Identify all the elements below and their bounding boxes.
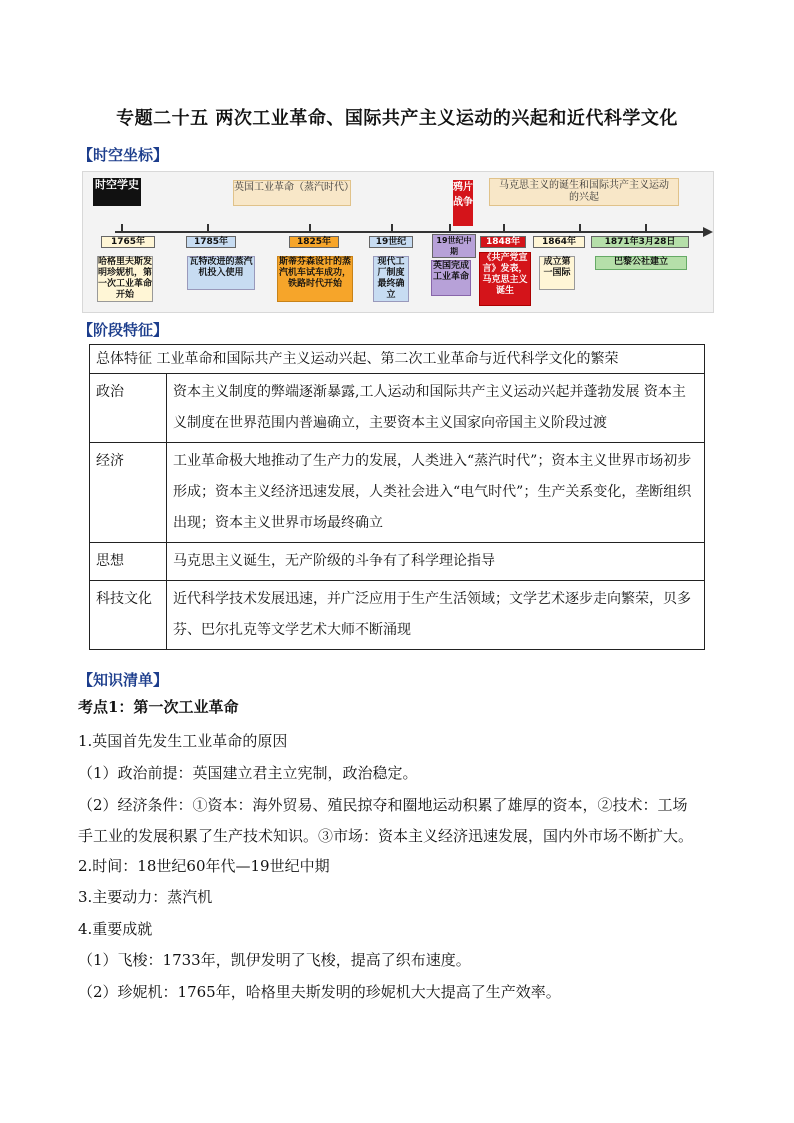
- year-1825: 1825年: [289, 236, 339, 248]
- event-first-international: 成立第一国际: [539, 256, 575, 290]
- event-paris-commune: 巴黎公社建立: [595, 256, 687, 270]
- table-row: [90, 543, 705, 581]
- table-row: [90, 581, 705, 650]
- opium-war-marker: 鸦片战争: [453, 180, 473, 226]
- row-key-sci-culture: 科技文化: [90, 581, 167, 650]
- knowledge-line: 手工业的发展积累了生产技术知识。③市场：资本主义经济迅速发展，国内外市场不断扩大。: [78, 827, 694, 845]
- axis-tick: [309, 224, 311, 232]
- overall-key: 总体特征: [96, 351, 152, 367]
- axis-tick: [391, 224, 393, 232]
- stage-features-table: [89, 344, 705, 650]
- axis-tick: [503, 224, 505, 232]
- point-heading: 考点1：第一次工业革命: [78, 698, 239, 716]
- event-locomotive: 斯蒂芬森设计的蒸汽机车试车成功，铁路时代开始: [277, 256, 353, 302]
- axis-tick: [207, 224, 209, 232]
- timeline-label: 时空学史: [93, 178, 141, 206]
- event-uk-complete: 英国完成工业革命: [431, 260, 471, 296]
- row-key-thought: 思想: [90, 543, 167, 581]
- row-key-economy: 经济: [90, 443, 167, 543]
- row-value-thought: 马克思主义诞生，无产阶级的斗争有了科学理论指导: [167, 543, 705, 581]
- timeline-figure: [82, 171, 714, 313]
- knowledge-line: （1）飞梭：1733年，凯伊发明了飞梭，提高了织布速度。: [78, 951, 471, 969]
- knowledge-line: 2.时间：18世纪60年代—19世纪中期: [78, 857, 330, 875]
- axis-tick: [645, 224, 647, 232]
- overall-value: 工业革命和国际共产主义运动兴起、第二次工业革命与近代科学文化的繁荣: [156, 351, 619, 367]
- table-row: [90, 443, 705, 543]
- knowledge-line: 1.英国首先发生工业革命的原因: [78, 732, 288, 750]
- section-heading-stage: 【阶段特征】: [78, 321, 169, 339]
- knowledge-line: 3.主要动力：蒸汽机: [78, 888, 213, 906]
- knowledge-line: （2）经济条件：①资本：海外贸易、殖民掠夺和圈地运动积累了雄厚的资本，②技术：工场: [78, 796, 688, 814]
- year-1765: 1765年: [101, 236, 155, 248]
- page-title: 专题二十五 两次工业革命、国际共产主义运动的兴起和近代科学文化: [116, 108, 678, 129]
- event-watt-engine: 瓦特改进的蒸汽机投入使用: [187, 256, 255, 290]
- year-1785: 1785年: [186, 236, 236, 248]
- row-value-politics: 资本主义制度的弊端逐渐暴露,工人运动和国际共产主义运动兴起并蓬勃发展 资本主义制度在世界范围内普遍确立，主要资本主义国家向帝国主义阶段过渡: [167, 374, 705, 443]
- axis-tick: [579, 224, 581, 232]
- event-spinning-jenny: 哈格里夫斯发明珍妮机，第一次工业革命开始: [98, 257, 153, 300]
- year-1864: 1864年: [533, 236, 585, 248]
- year-1871: 1871年3月28日: [591, 236, 689, 248]
- timeline-axis: [115, 231, 705, 233]
- table-row: [90, 345, 705, 374]
- year-1848: 1848年: [480, 236, 526, 248]
- era-marxism: 马克思主义的诞生和国际共产主义运动的兴起: [489, 178, 679, 206]
- year-19c: 19世纪: [369, 236, 413, 248]
- knowledge-line: （2）珍妮机：1765年，哈格里夫斯发明的珍妮机大大提高了生产效率。: [78, 983, 561, 1001]
- row-key-politics: 政治: [90, 374, 167, 443]
- axis-tick: [121, 224, 123, 232]
- section-heading-timeline: 【时空坐标】: [78, 146, 169, 164]
- event-factory-system: 现代工厂制度最终确立: [373, 256, 409, 302]
- year-19c-mid: 19世纪中期: [432, 234, 476, 258]
- table-row: [90, 374, 705, 443]
- era-uk-industrial-revolution: 英国工业革命（蒸汽时代）: [233, 180, 351, 206]
- timeline-arrow: [703, 227, 713, 237]
- row-value-economy: 工业革命极大地推动了生产力的发展，人类进入“蒸汽时代”；资本主义世界市场初步形成；资本主义经济迅速发展，人类社会进入“电气时代”；生产关系变化，垄断组织出现；资本主义世界市场最终确立: [167, 443, 705, 543]
- knowledge-line: （1）政治前提：英国建立君主立宪制，政治稳定。: [78, 764, 418, 782]
- section-heading-knowledge: 【知识清单】: [78, 671, 169, 689]
- event-communist-manifesto: 《共产党宣言》发表，马克思主义诞生: [479, 252, 531, 306]
- knowledge-line: 4.重要成就: [78, 920, 153, 938]
- row-value-sci-culture: 近代科学技术发展迅速，并广泛应用于生产生活领域；文学艺术逐步走向繁荣，贝多芬、巴尔扎克等文学艺术大师不断涌现: [167, 581, 705, 650]
- axis-tick: [449, 224, 451, 232]
